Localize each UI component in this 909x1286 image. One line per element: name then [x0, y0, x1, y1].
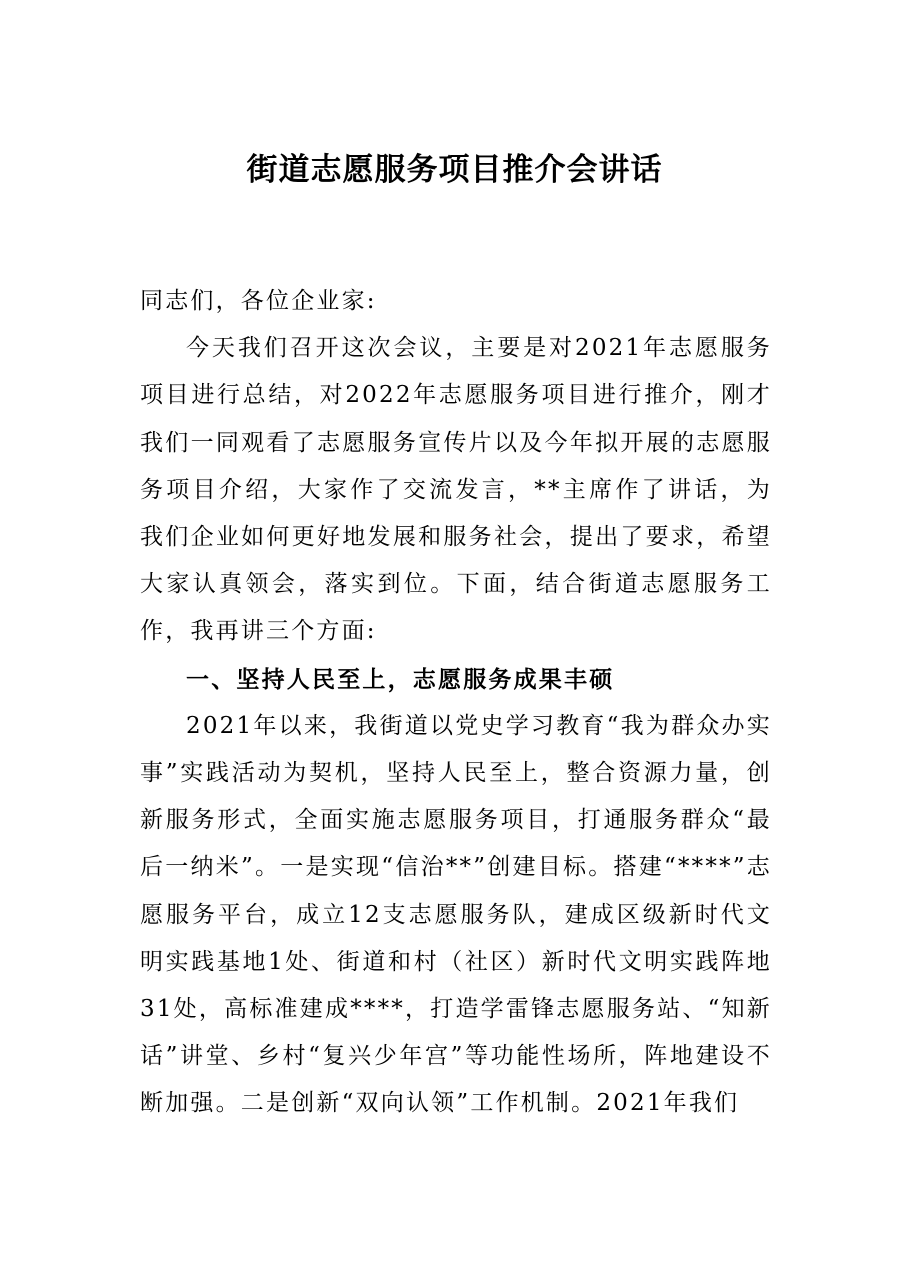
- section-paragraph: 2021年以来，我街道以党史学习教育“我为群众办实事”实践活动为契机，坚持人民至上，整合资源力量，创新服务形式，全面实施志愿服务项目，打通服务群众“最后一纳米”。一是实现“信治**”创建目标。搭建“****”志愿服务平台，成立12支志愿服务队，建成区级新时代文明实践基地1处、街道和村（社区）新时代文明实践阵地31处，高标准建成****，打造学雷锋志愿服务站、“知新话”讲堂、乡村“复兴少年宫”等功能性场所，阵地建设不断加强。二是创新“双向认领”工作机制。2021年我们: [140, 712, 772, 1117]
- salutation: 同志们，各位企业家:: [140, 288, 377, 314]
- section-heading: 一、坚持人民至上，志愿服务成果丰硕: [186, 665, 615, 693]
- document-body: [140, 278, 772, 1128]
- document-title: 街道志愿服务项目推介会讲话: [246, 152, 663, 188]
- intro-paragraph: 今天我们召开这次会议，主要是对2021年志愿服务项目进行总结，对2022年志愿服务项目进行推介，刚才我们一同观看了志愿服务宣传片以及今年拟开展的志愿服务项目介绍，大家作了交流发言，**主席作了讲话，为我们企业如何更好地发展和服务社会，提出了要求，希望大家认真领会，落实到位。下面，结合街道志愿服务工作，我再讲三个方面:: [140, 335, 772, 645]
